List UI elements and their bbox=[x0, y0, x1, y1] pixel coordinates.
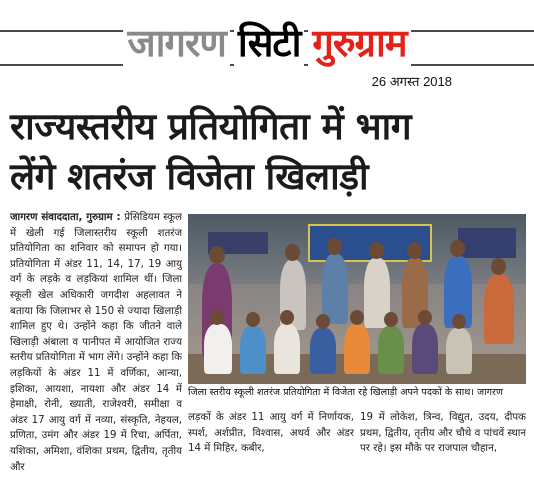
photo-person-head bbox=[491, 258, 506, 275]
publication-date: 26 अगस्त 2018 bbox=[371, 74, 452, 89]
photo-person bbox=[484, 274, 514, 344]
headline-line-2: लेंगे शतरंज विजेता खिलाड़ी bbox=[10, 155, 369, 198]
masthead-title bbox=[0, 18, 534, 68]
photo-person-head bbox=[450, 240, 465, 257]
photo-person-head bbox=[209, 246, 225, 264]
photo-child-head bbox=[384, 312, 398, 327]
headline-line-1: राज्यस्तरीय प्रतियोगिता में भाग bbox=[10, 105, 412, 148]
photo-child-head bbox=[452, 314, 466, 329]
photo-child bbox=[446, 328, 472, 374]
photo-child-head bbox=[350, 310, 364, 325]
article-body-right: 19 में लोकेश, त्रिन्व, विद्युत, उदय, दीपक प्रथम, द्वितीय, तृतीय और चौथे व पांचवें स्थान पर रहे। इस मौके पर राजपाल चौहान, bbox=[360, 412, 526, 455]
photo-person-head bbox=[285, 244, 300, 261]
masthead-word-jagran: जागरण bbox=[123, 20, 229, 66]
photo-person bbox=[322, 254, 348, 324]
article-headline bbox=[10, 102, 530, 202]
masthead-word-city: सिटी bbox=[234, 20, 305, 66]
article-body-left-column bbox=[10, 210, 182, 483]
article-byline: जागरण संवाददाता, गुरुग्राम : bbox=[10, 212, 121, 223]
photo-child bbox=[378, 326, 404, 374]
photo-person-head bbox=[369, 242, 384, 259]
masthead bbox=[0, 0, 534, 96]
photo-child bbox=[412, 324, 438, 374]
photo-child bbox=[344, 324, 370, 374]
article-body-left: प्रेसिडियम स्कूल में खेली गई जिलास्तरीय स्कूली शतरंज प्रतियोगिता का शनिवार को समापन हो गया। प्रतियोगिता में अंडर 11, 14, 17, 19 आयु वर्ग के लड़के व लड़कियां शामिल थीं। जिला स्कूली खेल अधिकारी जगदीश अहलावत ने बताया कि जिलाभर से 150 से ज्यादा खिलाड़ी शामिल हुए थे। उन्होंने कहा कि जीतने वाले खिलाड़ी अंबाला व पानीपत में आयोजित राज्य स्तरीय प्रतियोगिता में भाग लेंगे। उन्होंने कहा कि लड़कियों के अंडर 11 में वर्णिका, आन्या, इशिका, आयशा, नायशा और अंडर 14 में हेमाक्षी, रोनी, ख्याती, राजेश्वरी, समीक्षा व अंडर 17 आयु वर्ग में नव्या, संस्कृति, नेहयल, प्रणिता, उमंग और अंडर 19 में रिचा, अर्पिता, यशिका, अमिशा, वंशिका प्रथम, द्वितीय, तृतीय और bbox=[10, 212, 182, 473]
photo-person-head bbox=[327, 238, 342, 255]
photo-child-head bbox=[246, 312, 260, 327]
photo-child-head bbox=[316, 314, 330, 329]
masthead-word-gurugram: गुरुग्राम bbox=[308, 20, 410, 66]
photo-child bbox=[310, 328, 336, 374]
photo-caption: जिला स्तरीय स्कूली शतरंज प्रतियोगिता में विजेता रहे खिलाड़ी अपने पदकों के साथ। जागरण bbox=[188, 387, 503, 398]
photo-child bbox=[274, 324, 300, 374]
photo-child bbox=[204, 324, 232, 374]
article-photo bbox=[188, 214, 526, 384]
photo-child-head bbox=[280, 310, 294, 325]
article-body-middle: लड़कों के अंडर 11 आयु वर्ग में निर्णायक, स्पर्श, अर्शप्रीत, विश्वास, अथर्व और अंडर 14 में मिहिर, कबीर, bbox=[188, 412, 354, 455]
photo-child-head bbox=[418, 310, 432, 325]
photo-child-head bbox=[210, 310, 224, 325]
photo-banner-right bbox=[458, 228, 516, 258]
photo-person-head bbox=[407, 242, 422, 259]
photo-child bbox=[240, 326, 266, 374]
